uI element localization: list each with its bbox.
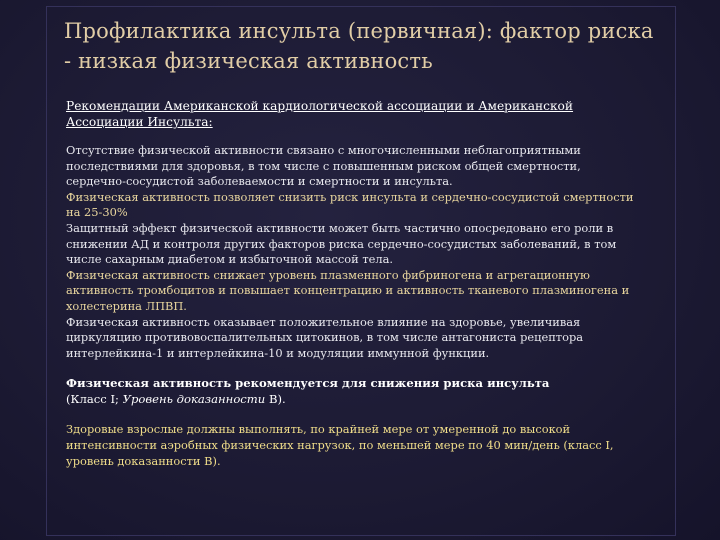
paragraph-protective-effect: Защитный эффект физической активности может быть частично опосредовано его роли в снижении АД и контроля других факторов риска сердечно-сосудистых заболеваний, в том числе сахарным диабетом и избыточной массой тела. (66, 220, 617, 267)
recommendation-class-close: В). (265, 392, 286, 407)
adult-activity-recommendation: Здоровые взрослые должны выполнять, по крайней мере от умеренной до высокой интенсивности аэробных физических нагрузок, по меньшей мере по 40 мин/день (класс I, уровень доказанности B). (66, 422, 614, 469)
paragraph-fibrinogen: Физическая активность снижает уровень плазменного фибриногена и агрегационную активность тромбоцитов и повышает концентрацию и активность тканевого плазминогена и холестерина ЛПВП. (66, 267, 630, 313)
slide-content (66, 98, 638, 469)
recommendation-level: Уровень доказанности (122, 392, 266, 407)
recommendation-class-open: (Класс I; (66, 392, 123, 407)
slide-title: Профилактика инсульта (первичная): фактор риска - низкая физическая активность (64, 19, 654, 73)
paragraph-risk-reduction: Физическая активность позволяет снизить риск инсульта и сердечно-сосудистой смертности на 25-30% (66, 189, 634, 220)
paragraph-inactivity: Отсутствие физической активности связано с многочисленными неблагоприятными последствиями для здоровья, в том числе с повышенным риском общей смертности, сердечно-сосудистой заболеваемости и смертности и инсульта. (66, 143, 581, 189)
recommendations-heading: Рекомендации Американской кардиологической ассоциации и Американской Ассоциации Инсульта: (66, 99, 574, 129)
paragraph-cytokines: Физическая активность оказывает положительное влияние на здоровье, увеличивая циркуляцию противовоспалительных цитокинов, в том числе антагониста рецептора интерлейкина-1 и интерлейкина-10 и модуляции иммунной функции. (66, 314, 584, 360)
recommendation-statement (66, 375, 638, 407)
recommendation-line: Физическая активность рекомендуется для снижения риска инсульта (66, 376, 550, 391)
